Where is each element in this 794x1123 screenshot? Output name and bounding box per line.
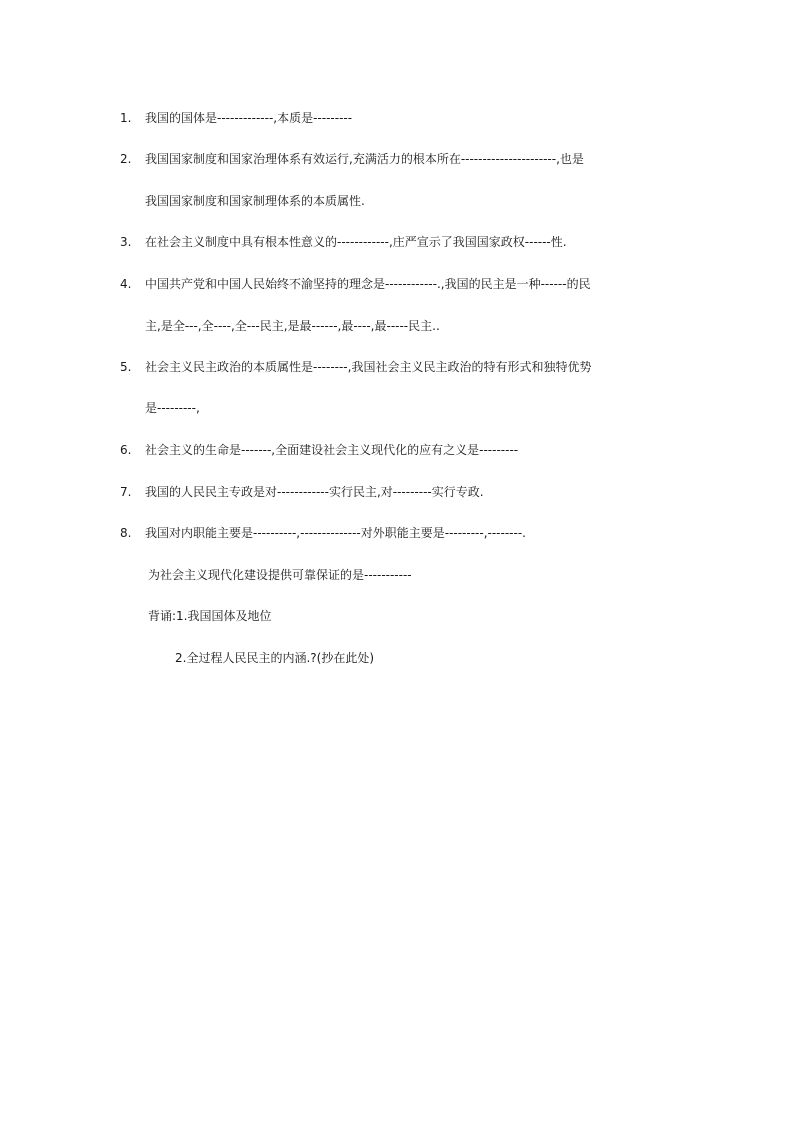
item-text: 我国的国体是-------------,本质是---------	[145, 111, 353, 125]
item-number: 2.	[120, 152, 132, 166]
item-text: 社会主义的生命是-------,全面建设社会主义现代化的应有之义是---------	[145, 443, 519, 457]
item-number: 8.	[120, 526, 132, 540]
item-text-continuation: 我国国家制度和国家制理体系的本质属性.	[145, 194, 365, 208]
item-text: 中国共产党和中国人民始终不渝坚持的理念是------------.,我国的民主是一种------的民	[145, 277, 591, 291]
item-text: 社会主义民主政治的本质属性是--------,我国社会主义民主政治的特有形式和独特优势	[145, 360, 592, 374]
item-text: 我国对内职能主要是----------,--------------对外职能主要是---------,--------.	[145, 526, 526, 540]
item-number: 1.	[120, 111, 132, 125]
item-text: 在社会主义制度中具有根本性意义的------------,庄严宣示了我国国家政权------性.	[145, 235, 567, 249]
item-text-continuation: 主,是全---,全----,全---民主,是最------,最----,最-----民主..	[145, 319, 440, 333]
item-text-continuation: 是---------,	[145, 401, 200, 415]
item-number: 5.	[120, 360, 132, 374]
item-number: 4.	[120, 277, 132, 291]
recite-item-2: 2.全过程人民民主的内涵.?(抄在此处)	[175, 651, 374, 665]
item-number: 3.	[120, 235, 132, 249]
item-text: 我国国家制度和国家治理体系有效运行,充满活力的根本所在----------------------,也是	[145, 152, 584, 166]
extra-question-line: 为社会主义现代化建设提供可靠保证的是-----------	[148, 568, 412, 582]
item-number: 6.	[120, 443, 132, 457]
recite-label: 背诵:1.我国国体及地位	[148, 609, 272, 623]
item-number: 7.	[120, 485, 132, 499]
item-text: 我国的人民民主专政是对------------实行民主,对---------实行专政.	[145, 485, 484, 499]
